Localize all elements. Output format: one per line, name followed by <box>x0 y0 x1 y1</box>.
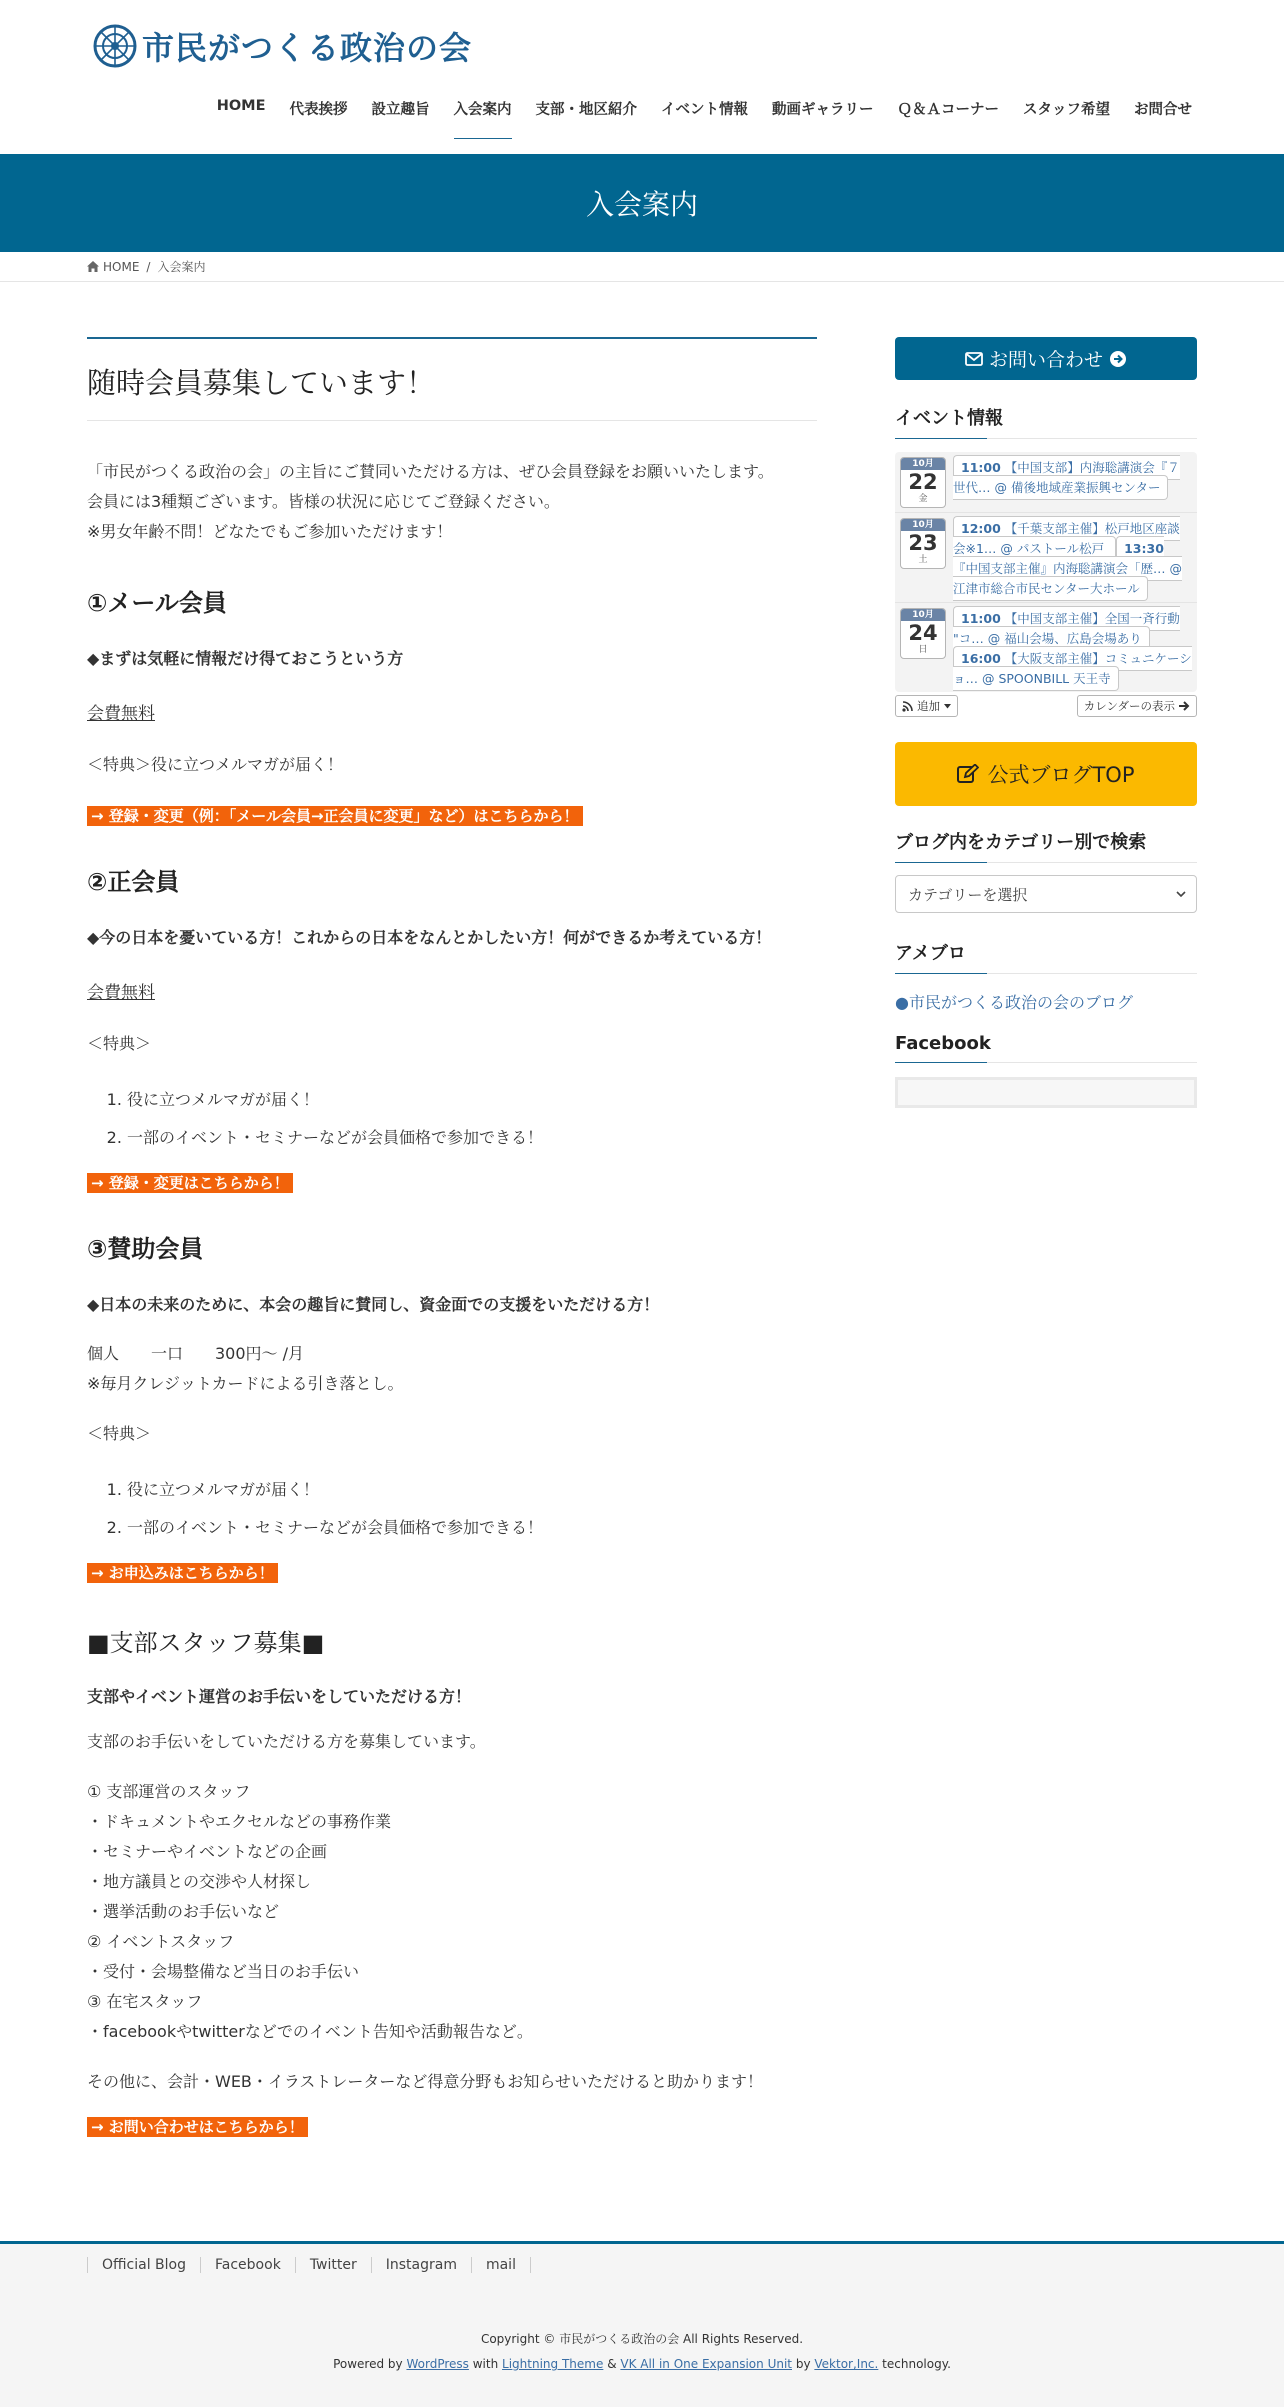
powered-prefix: Powered by <box>333 2357 403 2371</box>
regular-benefit-list <box>87 1081 817 1157</box>
event-text: 【大阪支部主催】コミュニケーショ… @ SPOONBILL 天王寺 <box>953 651 1192 686</box>
event-text: 【中国支部主催】全国一斉行動 "コ… @ 福山会場、広島会場あり <box>953 611 1180 646</box>
logo-mark-icon <box>92 23 138 69</box>
powered-technology: technology. <box>882 2357 951 2371</box>
breadcrumb-separator: / <box>146 259 151 274</box>
calendar-view-button[interactable] <box>1077 695 1197 717</box>
event-calendar <box>895 452 1197 692</box>
nav-membership[interactable]: 入会案内 <box>442 86 524 139</box>
mail-member-lead: ◆まずは気軽に情報だけ得ておこうという方 <box>87 649 404 668</box>
calendar-add-button[interactable] <box>895 695 958 717</box>
nav-events[interactable]: イベント情報 <box>661 102 748 118</box>
regular-benefit-title: ＜特典＞ <box>87 1034 152 1053</box>
calendar-event[interactable] <box>953 455 1180 500</box>
list-item: ③ 在宅スタッフ <box>87 1992 203 2011</box>
category-select[interactable] <box>895 875 1197 913</box>
blog-top-label: 公式ブログTOP <box>987 763 1135 787</box>
nav-qa[interactable]: Ｑ＆Ａコーナー <box>897 102 999 118</box>
lightning-link[interactable]: Lightning Theme <box>502 2357 604 2371</box>
blog-top-button[interactable] <box>895 742 1197 806</box>
vektor-link[interactable]: Vektor,Inc. <box>814 2357 879 2371</box>
event-time: 11:00 <box>961 460 1001 475</box>
date-month: 10月 <box>901 609 945 621</box>
list-item: 2. 一部のイベント・セミナーなどが会員価格で参加できる！ <box>127 1119 817 1157</box>
calendar-day <box>895 452 1197 513</box>
caret-down-icon <box>944 704 951 709</box>
facebook-embed <box>895 1077 1197 1108</box>
staff-lead: 支部やイベント運営のお手伝いをしていただける方！ <box>87 1687 472 1706</box>
sidebar <box>895 337 1197 1108</box>
date-weekday: 日 <box>918 645 928 655</box>
date-month: 10月 <box>901 519 945 531</box>
intro-line: 「市民がつくる政治の会」の主旨にご賛同いただける方は、ぜひ会員登録をお願いいたします。 <box>87 462 774 481</box>
select-arrow-icon <box>1176 891 1186 897</box>
footer-nav-twitter[interactable]: Twitter <box>295 2257 371 2273</box>
ameblo-widget-title: アメブロ <box>895 939 1197 974</box>
staff-contact-link[interactable]: → お問い合わせはこちらから！ <box>87 2117 308 2137</box>
intro-line: ※男女年齢不問！どなたでもご参加いただけます！ <box>87 522 453 541</box>
date-badge <box>900 608 946 688</box>
breadcrumb-current: 入会案内 <box>157 260 206 274</box>
date-badge <box>900 518 946 598</box>
footer-nav-facebook[interactable]: Facebook <box>200 2257 295 2273</box>
site-footer <box>0 2241 1284 2407</box>
calendar-event[interactable] <box>953 606 1180 651</box>
event-text: 【千葉支部主催】松戸地区座談会※1… @ パストール松戸 <box>953 521 1180 556</box>
support-member-lead: ◆日本の未来のために、本会の趣旨に賛同し、資金面での支援をいただける方！ <box>87 1295 660 1314</box>
breadcrumb-home[interactable]: HOME <box>103 259 140 274</box>
footer-nav <box>0 2257 1284 2273</box>
support-note: ※毎月クレジットカードによる引き落とし。 <box>87 1374 404 1393</box>
event-time: 11:00 <box>961 611 1001 626</box>
event-widget-title: イベント情報 <box>895 404 1197 439</box>
staff-heading: ■支部スタッフ募集■ <box>87 1629 325 1657</box>
calendar-add-label: 追加 <box>917 699 940 713</box>
calendar-event[interactable] <box>953 646 1192 691</box>
site-header <box>0 0 1284 154</box>
footer-nav-instagram[interactable]: Instagram <box>371 2257 471 2273</box>
regular-member-register-link[interactable]: → 登録・変更はこちらから！ <box>87 1173 293 1193</box>
support-price-line: 個人 一口 300円〜 /月 <box>87 1344 305 1363</box>
event-time: 16:00 <box>961 651 1001 666</box>
powered-amp: & <box>607 2357 617 2371</box>
list-item: ② イベントスタッフ <box>87 1932 235 1951</box>
list-item: ・受付・会場整備など当日のお手伝い <box>87 1962 360 1981</box>
category-select-value: カテゴリーを選択 <box>908 885 1028 904</box>
event-time: 12:00 <box>961 521 1001 536</box>
list-item: ・セミナーやイベントなどの企画 <box>87 1842 328 1861</box>
list-item: 1. 役に立つメルマガが届く！ <box>127 1081 817 1119</box>
global-nav <box>205 86 1204 139</box>
calendar-tools <box>895 693 1197 719</box>
calendar-day <box>895 513 1197 603</box>
nav-home[interactable]: HOME <box>216 98 266 114</box>
list-item: 1. 役に立つメルマガが届く！ <box>127 1471 817 1509</box>
page-header <box>0 154 1284 252</box>
support-benefit-title: ＜特典＞ <box>87 1424 152 1443</box>
contact-button-label: お問い合わせ <box>988 349 1103 371</box>
date-day: 24 <box>908 621 938 645</box>
wordpress-link[interactable]: WordPress <box>406 2357 469 2371</box>
regular-member-lead: ◆今の日本を憂いている方！これからの日本をなんとかしたい方！何ができるか考えている方！ <box>87 928 772 947</box>
facebook-widget-title: Facebook <box>895 1033 1197 1063</box>
nav-staff[interactable]: スタッフ希望 <box>1023 102 1110 118</box>
breadcrumb <box>0 252 1284 282</box>
mail-member-register-link[interactable]: → 登録・変更（例：「メール会員→正会員に変更」など）はこちらから！ <box>87 806 583 826</box>
support-member-heading: ③賛助会員 <box>87 1235 204 1263</box>
footer-nav-blog[interactable]: Official Blog <box>87 2257 200 2273</box>
home-icon <box>87 261 99 272</box>
page-title: 入会案内 <box>585 188 698 221</box>
nav-greeting[interactable]: 代表挨拶 <box>289 102 348 118</box>
list-item: ・ドキュメントやエクセルなどの事務作業 <box>87 1812 392 1831</box>
logo-text: 市民がつくる政治の会 <box>142 29 473 67</box>
list-item: ・選挙活動のお手伝いなど <box>87 1902 280 1921</box>
staff-list <box>87 1777 817 2047</box>
event-time: 13:30 <box>1124 541 1164 556</box>
vk-unit-link[interactable]: VK All in One Expansion Unit <box>620 2357 792 2371</box>
powered-by-word: by <box>795 2357 811 2371</box>
contact-button[interactable] <box>895 337 1197 380</box>
date-weekday: 土 <box>918 555 928 565</box>
date-day: 22 <box>908 470 938 494</box>
event-text: 【中国支部】内海聡講演会『７世代… @ 備後地域産業振興センター <box>953 460 1180 495</box>
mail-member-benefit: ＜特典＞役に立つメルマガが届く！ <box>87 755 344 774</box>
main-content <box>87 337 817 2137</box>
support-apply-link[interactable]: → お申込みはこちらから！ <box>87 1563 278 1583</box>
copyright: Copyright © 市民がつくる政治の会 All Rights Reserved. <box>480 2332 804 2346</box>
edit-icon <box>957 764 979 784</box>
staff-other: その他に、会計・WEB・イラストレーターなど得意分野もお知らせいただけると助かります！ <box>87 2072 763 2091</box>
rss-icon <box>902 701 913 712</box>
envelope-icon <box>965 352 983 366</box>
powered-by <box>0 2357 1284 2371</box>
regular-member-heading: ②正会員 <box>87 868 180 896</box>
calendar-view-label: カレンダーの表示 <box>1083 699 1175 713</box>
nav-videos[interactable]: 動画ギャラリー <box>772 102 874 118</box>
list-item: 2. 一部のイベント・セミナーなどが会員価格で参加できる！ <box>127 1509 817 1547</box>
date-day: 23 <box>908 531 938 555</box>
regular-member-fee: 会費無料 <box>87 983 155 1003</box>
mail-member-fee: 会費無料 <box>87 704 155 724</box>
footer-nav-mail[interactable]: mail <box>471 2257 531 2273</box>
category-widget-title: ブログ内をカテゴリー別で検索 <box>895 828 1197 863</box>
support-price <box>87 1339 817 1399</box>
ameblo-link[interactable]: ●市民がつくる政治の会のブログ <box>895 993 1133 1012</box>
nav-purpose[interactable]: 設立趣旨 <box>371 102 430 118</box>
list-item: ・facebookやtwitterなどでのイベント告知や活動報告など。 <box>87 2022 533 2041</box>
mail-member-heading: ①メール会員 <box>87 589 227 617</box>
arrow-circle-icon <box>1109 350 1127 368</box>
list-item: ① 支部運営のスタッフ <box>87 1782 251 1801</box>
nav-contact[interactable]: お問合せ <box>1134 102 1192 118</box>
powered-with: with <box>472 2357 499 2371</box>
site-logo[interactable] <box>92 22 472 70</box>
event-text: 『中国支部主催』内海聡講演会「歴… @ 江津市総合市民センター大ホール <box>953 561 1182 596</box>
arrow-right-icon <box>1179 701 1190 711</box>
entry-title: 随時会員募集しています！ <box>87 337 817 421</box>
date-month: 10月 <box>901 458 945 470</box>
date-weekday: 金 <box>918 494 928 504</box>
support-benefit-list <box>87 1471 817 1547</box>
calendar-day <box>895 603 1197 692</box>
staff-desc: 支部のお手伝いをしていただける方を募集しています。 <box>87 1732 486 1751</box>
list-item: ・地方議員との交渉や人材探し <box>87 1872 312 1891</box>
intro-text <box>87 457 817 547</box>
nav-branches[interactable]: 支部・地区紹介 <box>535 102 637 118</box>
date-badge <box>900 457 946 508</box>
intro-line: 会員には3種類ございます。皆様の状況に応じてご登録ください。 <box>87 492 560 511</box>
